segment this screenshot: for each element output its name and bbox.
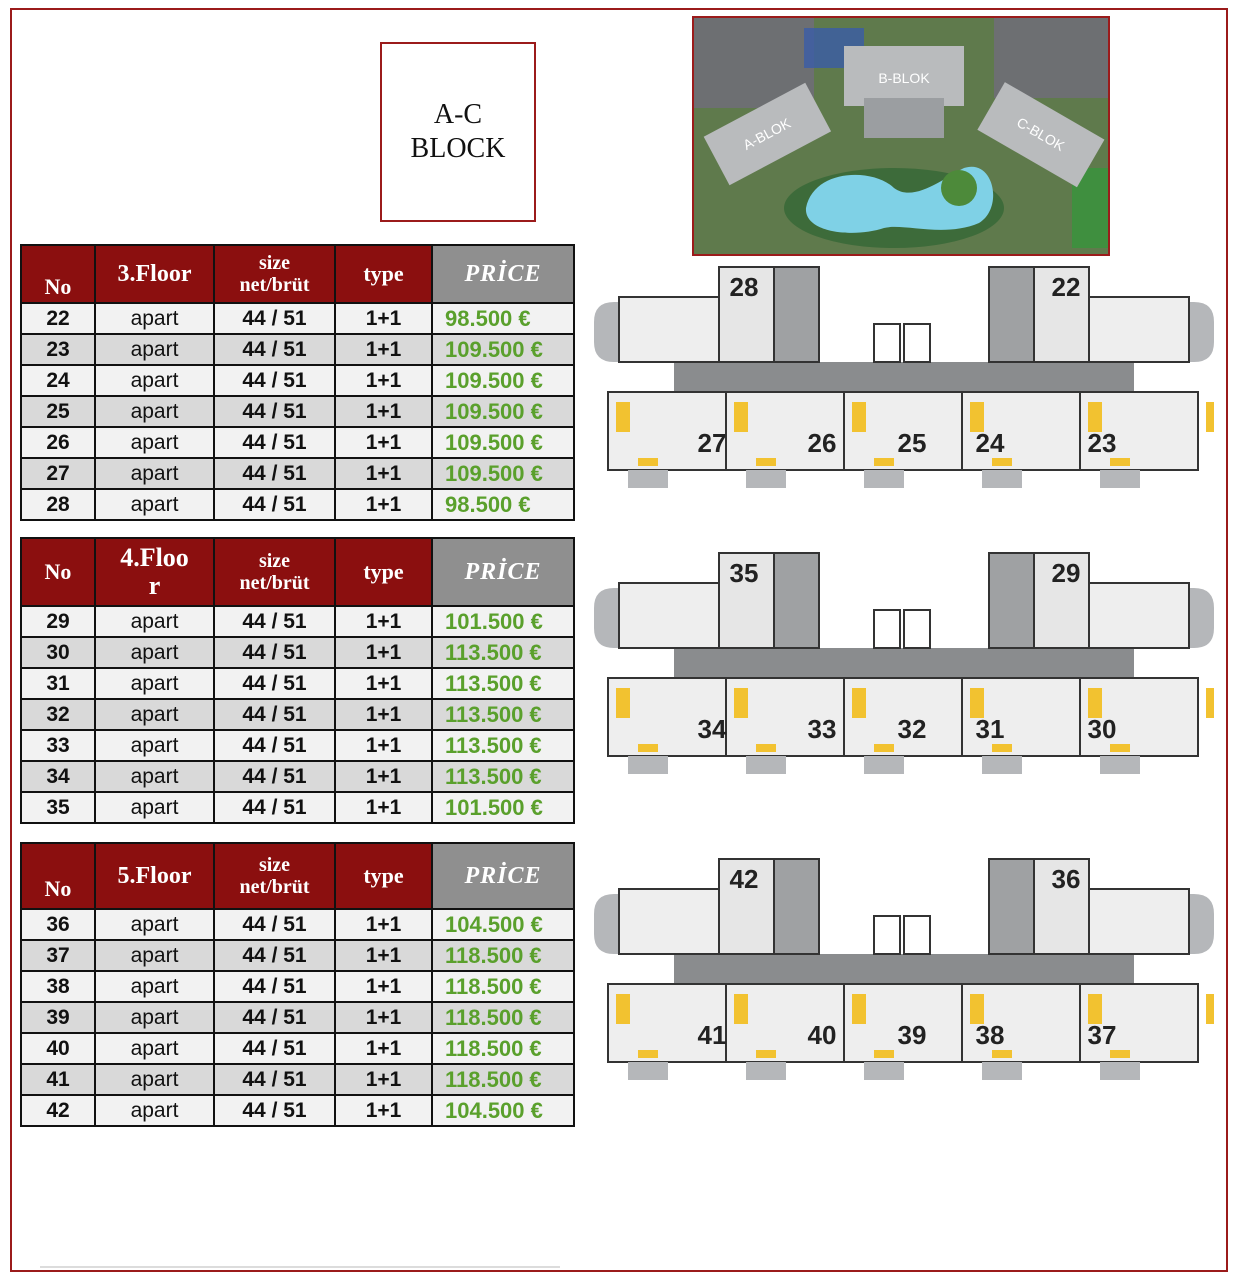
cell-price: 101.500 € — [432, 606, 574, 637]
stairs-right — [989, 267, 1034, 362]
cell-price: 98.500 € — [432, 303, 574, 334]
chair-icon — [1110, 744, 1130, 752]
cell-no: 38 — [21, 971, 95, 1002]
cell-size: 44 / 51 — [214, 489, 335, 520]
a-block-label: A-BLOK — [740, 114, 794, 153]
sofa-icon — [852, 688, 866, 718]
sofa-icon — [1206, 994, 1214, 1024]
cell-no: 25 — [21, 396, 95, 427]
cell-type: 1+1 — [335, 489, 432, 520]
cell-size: 44 / 51 — [214, 1033, 335, 1064]
cell-type: 1+1 — [335, 427, 432, 458]
sofa-icon — [1206, 402, 1214, 432]
header-price: PRİCE — [432, 245, 574, 303]
unit-number-label: 38 — [975, 1020, 1005, 1050]
cell-price: 118.500 € — [432, 1002, 574, 1033]
header-size: size net/brüt — [214, 245, 335, 303]
unit-number-label: 24 — [975, 428, 1005, 458]
cell-type: 1+1 — [335, 1033, 432, 1064]
cell-type: 1+1 — [335, 730, 432, 761]
header-floor: 3.Floor — [95, 245, 214, 303]
sofa-icon — [616, 994, 630, 1024]
table-row — [21, 792, 574, 823]
price-table-floor-3 — [20, 244, 575, 521]
unit-number-label: 36 — [1051, 864, 1081, 894]
cell-price: 101.500 € — [432, 792, 574, 823]
cell-no: 23 — [21, 334, 95, 365]
chair-icon — [638, 744, 658, 752]
cell-type: 1+1 — [335, 303, 432, 334]
unit-number-label: 35 — [729, 558, 759, 588]
header-floor: 5.Floor — [95, 843, 214, 909]
cell-kind: apart — [95, 1033, 214, 1064]
cell-price: 118.500 € — [432, 971, 574, 1002]
cell-size: 44 / 51 — [214, 427, 335, 458]
cell-price: 118.500 € — [432, 1033, 574, 1064]
cell-no: 26 — [21, 427, 95, 458]
cell-size: 44 / 51 — [214, 971, 335, 1002]
cell-size: 44 / 51 — [214, 668, 335, 699]
cell-kind: apart — [95, 699, 214, 730]
corridor — [674, 362, 1134, 392]
chair-icon — [756, 1050, 776, 1058]
corridor — [674, 648, 1134, 678]
c-block-label: C-BLOK — [1014, 114, 1068, 154]
unit-number-label: 37 — [1087, 1020, 1117, 1050]
cell-type: 1+1 — [335, 909, 432, 940]
unit-number-label: 31 — [975, 714, 1005, 744]
sofa-icon — [734, 402, 748, 432]
cell-type: 1+1 — [335, 940, 432, 971]
cell-kind: apart — [95, 792, 214, 823]
cell-size: 44 / 51 — [214, 396, 335, 427]
cell-size: 44 / 51 — [214, 940, 335, 971]
unit-number-label: 22 — [1051, 272, 1081, 302]
sofa-icon — [734, 994, 748, 1024]
block-title — [380, 42, 536, 222]
table-row — [21, 489, 574, 520]
header-floor: 4.Floo r — [95, 538, 214, 606]
table-row — [21, 940, 574, 971]
cell-kind: apart — [95, 489, 214, 520]
cell-price: 109.500 € — [432, 365, 574, 396]
table-row — [21, 396, 574, 427]
stairs-left — [774, 267, 819, 362]
table-row — [21, 334, 574, 365]
table-row — [21, 668, 574, 699]
header-type: type — [335, 843, 432, 909]
cell-no: 40 — [21, 1033, 95, 1064]
header-price: PRİCE — [432, 843, 574, 909]
cell-type: 1+1 — [335, 396, 432, 427]
sofa-icon — [616, 402, 630, 432]
floor-plan-3 — [594, 262, 1214, 494]
chair-icon — [874, 1050, 894, 1058]
cell-kind: apart — [95, 606, 214, 637]
chair-icon — [992, 744, 1012, 752]
cell-type: 1+1 — [335, 458, 432, 489]
header-size: size net/brüt — [214, 538, 335, 606]
cell-no: 28 — [21, 489, 95, 520]
cell-kind: apart — [95, 909, 214, 940]
unit-number-label: 42 — [729, 864, 759, 894]
chair-icon — [992, 458, 1012, 466]
unit-number-label: 28 — [729, 272, 759, 302]
balcony — [628, 756, 668, 774]
header-price: PRİCE — [432, 538, 574, 606]
stairs-right — [989, 859, 1034, 954]
chair-icon — [1110, 458, 1130, 466]
elevator-2 — [904, 610, 930, 648]
cell-type: 1+1 — [335, 637, 432, 668]
balcony — [1100, 470, 1140, 488]
cell-price: 109.500 € — [432, 458, 574, 489]
balcony — [982, 470, 1022, 488]
stairs-left — [774, 859, 819, 954]
cell-kind: apart — [95, 668, 214, 699]
balcony — [746, 756, 786, 774]
unit-number-label: 26 — [807, 428, 837, 458]
cell-type: 1+1 — [335, 1002, 432, 1033]
stairs-right — [989, 553, 1034, 648]
cell-no: 36 — [21, 909, 95, 940]
balcony — [982, 1062, 1022, 1080]
cell-size: 44 / 51 — [214, 458, 335, 489]
floor-plan-5 — [594, 854, 1214, 1086]
cell-size: 44 / 51 — [214, 1095, 335, 1126]
floor-plan-svg — [594, 548, 1214, 780]
cell-type: 1+1 — [335, 699, 432, 730]
header-size: size net/brüt — [214, 843, 335, 909]
cell-type: 1+1 — [335, 792, 432, 823]
b-block-label: B-BLOK — [878, 70, 930, 86]
floor-plan-svg — [594, 262, 1214, 494]
cell-price: 113.500 € — [432, 761, 574, 792]
cell-kind: apart — [95, 458, 214, 489]
floor-plan-4 — [594, 548, 1214, 780]
table-row — [21, 427, 574, 458]
balcony — [746, 1062, 786, 1080]
elevator-2 — [904, 324, 930, 362]
cell-no: 41 — [21, 1064, 95, 1095]
stairs-left — [774, 553, 819, 648]
chair-icon — [638, 458, 658, 466]
cell-no: 30 — [21, 637, 95, 668]
table-row — [21, 365, 574, 396]
elevator-1 — [874, 916, 900, 954]
table-row — [21, 1002, 574, 1033]
cell-no: 34 — [21, 761, 95, 792]
sofa-icon — [1206, 688, 1214, 718]
cell-no: 31 — [21, 668, 95, 699]
cell-kind: apart — [95, 1095, 214, 1126]
cell-type: 1+1 — [335, 606, 432, 637]
balcony — [628, 470, 668, 488]
unit-number-label: 29 — [1051, 558, 1081, 588]
header-no: No — [21, 538, 95, 606]
cell-no: 39 — [21, 1002, 95, 1033]
cell-type: 1+1 — [335, 1095, 432, 1126]
balcony — [864, 756, 904, 774]
cell-no: 27 — [21, 458, 95, 489]
site-plan-image — [692, 16, 1110, 256]
unit-number-label: 33 — [807, 714, 837, 744]
cell-kind: apart — [95, 303, 214, 334]
cell-price: 104.500 € — [432, 909, 574, 940]
unit-number-label: 41 — [697, 1020, 727, 1050]
cell-size: 44 / 51 — [214, 792, 335, 823]
cell-type: 1+1 — [335, 971, 432, 1002]
unit-number-label: 30 — [1087, 714, 1117, 744]
cell-kind: apart — [95, 365, 214, 396]
table-row — [21, 699, 574, 730]
balcony — [864, 470, 904, 488]
cell-size: 44 / 51 — [214, 1064, 335, 1095]
table-row — [21, 730, 574, 761]
cell-no: 22 — [21, 303, 95, 334]
cell-kind: apart — [95, 761, 214, 792]
cell-price: 113.500 € — [432, 668, 574, 699]
cell-price: 109.500 € — [432, 396, 574, 427]
cell-size: 44 / 51 — [214, 606, 335, 637]
cell-size: 44 / 51 — [214, 334, 335, 365]
cell-price: 109.500 € — [432, 427, 574, 458]
table-row — [21, 637, 574, 668]
chair-icon — [756, 744, 776, 752]
cell-kind: apart — [95, 1064, 214, 1095]
block-title-line-2: BLOCK — [410, 133, 506, 164]
balcony — [864, 1062, 904, 1080]
unit-number-label: 32 — [897, 714, 927, 744]
unit-number-label: 34 — [697, 714, 727, 744]
unit-number-label: 39 — [897, 1020, 927, 1050]
cell-kind: apart — [95, 730, 214, 761]
sofa-icon — [852, 402, 866, 432]
balcony — [1100, 1062, 1140, 1080]
sofa-icon — [852, 994, 866, 1024]
cell-price: 113.500 € — [432, 730, 574, 761]
header-type: type — [335, 245, 432, 303]
cell-price: 118.500 € — [432, 940, 574, 971]
cell-price: 104.500 € — [432, 1095, 574, 1126]
elevator-1 — [874, 324, 900, 362]
table-row — [21, 303, 574, 334]
header-no: No — [21, 245, 95, 303]
cell-type: 1+1 — [335, 365, 432, 396]
cell-no: 29 — [21, 606, 95, 637]
block-title-line-1: A-C — [433, 99, 483, 130]
cell-no: 37 — [21, 940, 95, 971]
table-row — [21, 971, 574, 1002]
cell-kind: apart — [95, 427, 214, 458]
corridor — [674, 954, 1134, 984]
cell-kind: apart — [95, 971, 214, 1002]
header-no: No — [21, 843, 95, 909]
sofa-icon — [616, 688, 630, 718]
chair-icon — [756, 458, 776, 466]
cell-kind: apart — [95, 334, 214, 365]
table-row — [21, 1033, 574, 1064]
balcony — [982, 756, 1022, 774]
balcony — [746, 470, 786, 488]
cell-no: 24 — [21, 365, 95, 396]
sofa-icon — [734, 688, 748, 718]
cell-size: 44 / 51 — [214, 909, 335, 940]
header-type: type — [335, 538, 432, 606]
cell-no: 33 — [21, 730, 95, 761]
cell-kind: apart — [95, 1002, 214, 1033]
table-row — [21, 606, 574, 637]
cell-type: 1+1 — [335, 761, 432, 792]
cell-size: 44 / 51 — [214, 637, 335, 668]
cell-size: 44 / 51 — [214, 365, 335, 396]
chair-icon — [874, 458, 894, 466]
balcony — [1100, 756, 1140, 774]
cell-size: 44 / 51 — [214, 303, 335, 334]
cell-type: 1+1 — [335, 1064, 432, 1095]
chair-icon — [1110, 1050, 1130, 1058]
table-row — [21, 1095, 574, 1126]
cell-price: 118.500 € — [432, 1064, 574, 1095]
chair-icon — [874, 744, 894, 752]
cell-price: 113.500 € — [432, 637, 574, 668]
unit-number-label: 40 — [807, 1020, 837, 1050]
cell-size: 44 / 51 — [214, 761, 335, 792]
balcony — [628, 1062, 668, 1080]
cell-price: 98.500 € — [432, 489, 574, 520]
cell-size: 44 / 51 — [214, 730, 335, 761]
price-table-floor-4 — [20, 537, 575, 824]
cell-type: 1+1 — [335, 668, 432, 699]
unit-number-label: 27 — [697, 428, 727, 458]
chair-icon — [992, 1050, 1012, 1058]
cell-kind: apart — [95, 637, 214, 668]
site-plan-svg — [694, 18, 1108, 254]
cell-size: 44 / 51 — [214, 1002, 335, 1033]
cell-kind: apart — [95, 396, 214, 427]
elevator-2 — [904, 916, 930, 954]
table-row — [21, 761, 574, 792]
chair-icon — [638, 1050, 658, 1058]
cell-price: 109.500 € — [432, 334, 574, 365]
price-table-floor-5 — [20, 842, 575, 1127]
cell-no: 35 — [21, 792, 95, 823]
cell-no: 42 — [21, 1095, 95, 1126]
cell-price: 113.500 € — [432, 699, 574, 730]
cell-type: 1+1 — [335, 334, 432, 365]
cell-kind: apart — [95, 940, 214, 971]
unit-number-label: 25 — [897, 428, 927, 458]
floor-plan-svg — [594, 854, 1214, 1086]
table-row — [21, 458, 574, 489]
bottom-divider — [40, 1266, 560, 1268]
table-row — [21, 1064, 574, 1095]
unit-number-label: 23 — [1087, 428, 1117, 458]
elevator-1 — [874, 610, 900, 648]
cell-size: 44 / 51 — [214, 699, 335, 730]
table-row — [21, 909, 574, 940]
cell-no: 32 — [21, 699, 95, 730]
